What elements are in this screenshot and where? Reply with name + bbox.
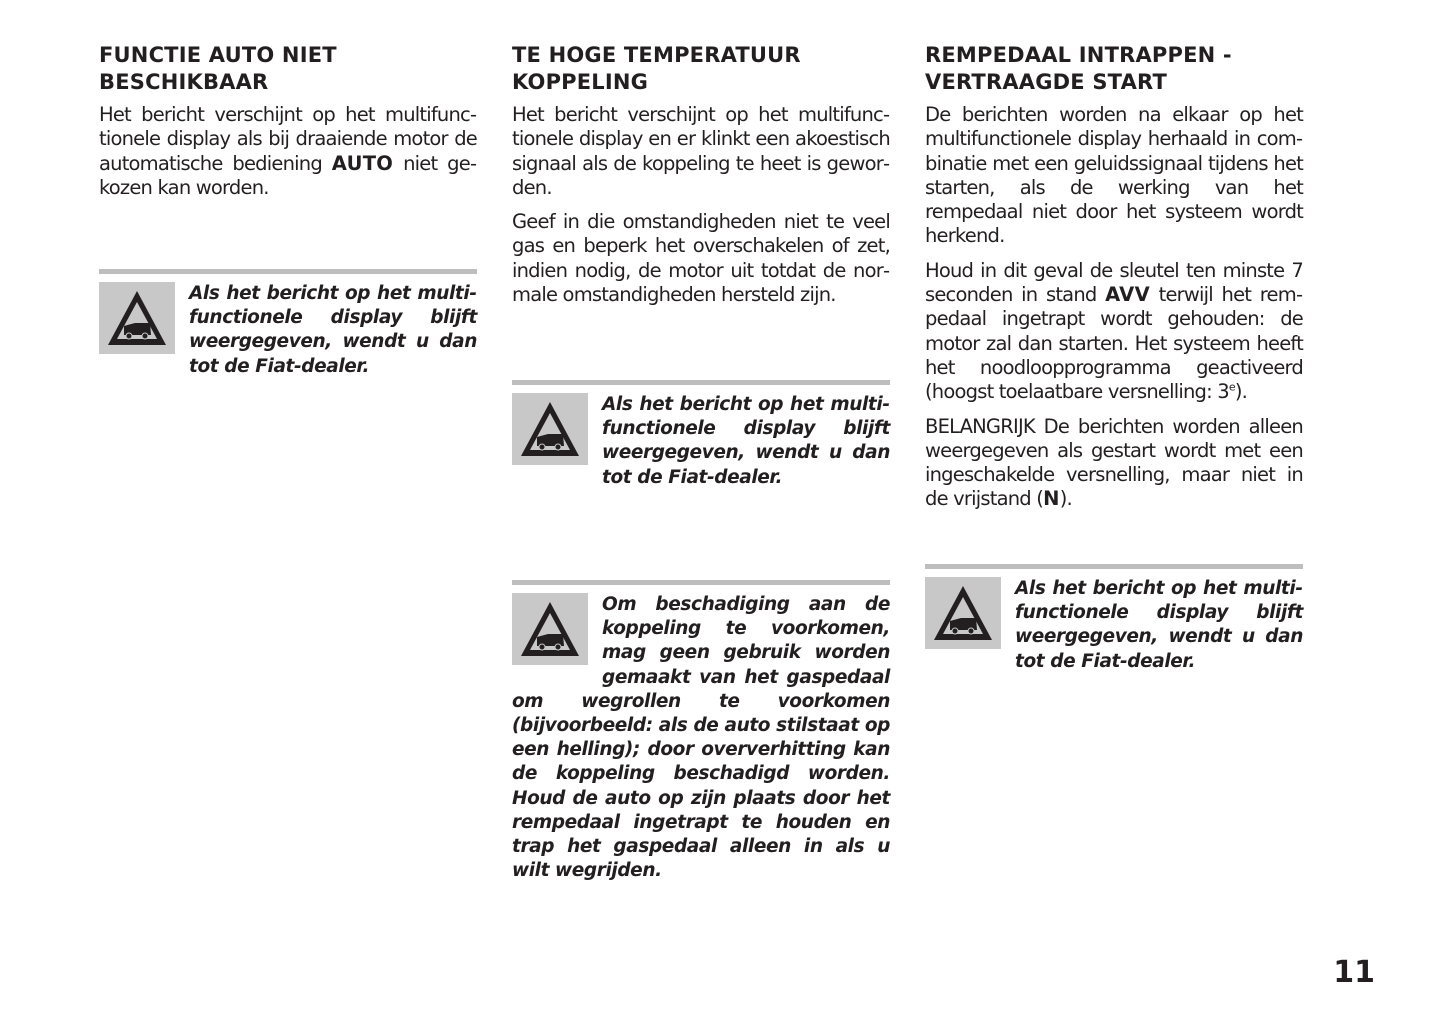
warning-box xyxy=(512,580,890,883)
body-paragraph: De berichten worden na elkaar op het multifunctionele display herhaald in combinatie met een geluidssignaal tijdens het starten, als de werking van het rempedaal niet door het systeem wordt herkend. xyxy=(925,103,1303,248)
page-number: 11 xyxy=(1333,955,1375,990)
warning-text: Als het bericht op het multifunctionele display blijft weergegeven, wendt u dan tot de Fiat-dealer. xyxy=(189,283,477,377)
warning-box xyxy=(512,380,890,490)
body-paragraph: Het bericht verschijnt op het multifunctionele display en er klinkt een akoestisch signaal als de koppeling te heet is geworden. xyxy=(512,103,890,199)
warning-text: Als het bericht op het multifunctionele display blijft weergegeven, wendt u dan tot de Fiat-dealer. xyxy=(1015,578,1303,672)
body-paragraph: Het bericht verschijnt op het multifunctionele display als bij draaiende motor de automatische bediening AUTO niet gekozen kan worden. xyxy=(99,103,477,199)
divider xyxy=(99,269,477,274)
avv-label: AVV xyxy=(1105,283,1150,307)
column-rempedaal-intrappen xyxy=(925,42,1303,522)
divider xyxy=(925,564,1303,569)
section-heading: FUNCTIE AUTO NIET BESCHIKBAAR xyxy=(99,43,337,94)
body-paragraph: Geef in die omstandigheden niet te veel gas en beperk het overschakelen of zet, indien nodig, de motor uit totdat de normale omstandigheden hersteld zijn. xyxy=(512,210,890,307)
warning-triangle-van-icon xyxy=(512,593,588,665)
section-heading: TE HOGE TEMPERATUUR KOPPELING xyxy=(512,43,801,94)
warning-triangle-van-icon xyxy=(925,577,1001,649)
section-heading: REMPEDAAL INTRAPPEN - VERTRAAGDE START xyxy=(925,43,1232,94)
warning-triangle-van-icon xyxy=(99,282,175,354)
warning-triangle-van-icon xyxy=(512,393,588,465)
column-te-hoge-temperatuur xyxy=(512,42,890,317)
warning-box xyxy=(99,269,477,379)
warning-text: Om beschadiging aan de koppeling te voorkomen, mag geen gebruik worden gemaakt van het gaspedaal om wegrollen te voorkomen (bijvoorbeeld: als de auto stilstaat op een helling); door oververhitting kan de koppeling beschadigd worden. Houd de auto op zijn plaats door het rempedaal ingetrapt te houden en trap het gaspedaal alleen in als u wilt wegrijden. xyxy=(512,594,890,882)
neutral-label: N xyxy=(1043,487,1060,511)
auto-label: AUTO xyxy=(331,151,394,175)
body-paragraph: BELANGRIJK De berichten worden alleen weergegeven als gestart wordt met een ingeschakelde versnelling, maar niet in de vrijstand (N). xyxy=(925,414,1303,511)
column-functie-auto xyxy=(99,42,477,210)
body-paragraph: Houd in dit geval de sleutel ten minste 7 seconden in stand AVV terwijl het rempedaal ingetrapt wordt gehouden: de motor zal dan starten. Het systeem heeft het noodloopprogramma geactiveerd (hoogst toelaatbare versnelling: 3e). xyxy=(925,258,1303,404)
divider xyxy=(512,380,890,385)
divider xyxy=(512,580,890,585)
warning-text: Als het bericht op het multifunctionele display blijft weergegeven, wendt u dan tot de Fiat-dealer. xyxy=(602,394,890,488)
warning-box xyxy=(925,564,1303,674)
